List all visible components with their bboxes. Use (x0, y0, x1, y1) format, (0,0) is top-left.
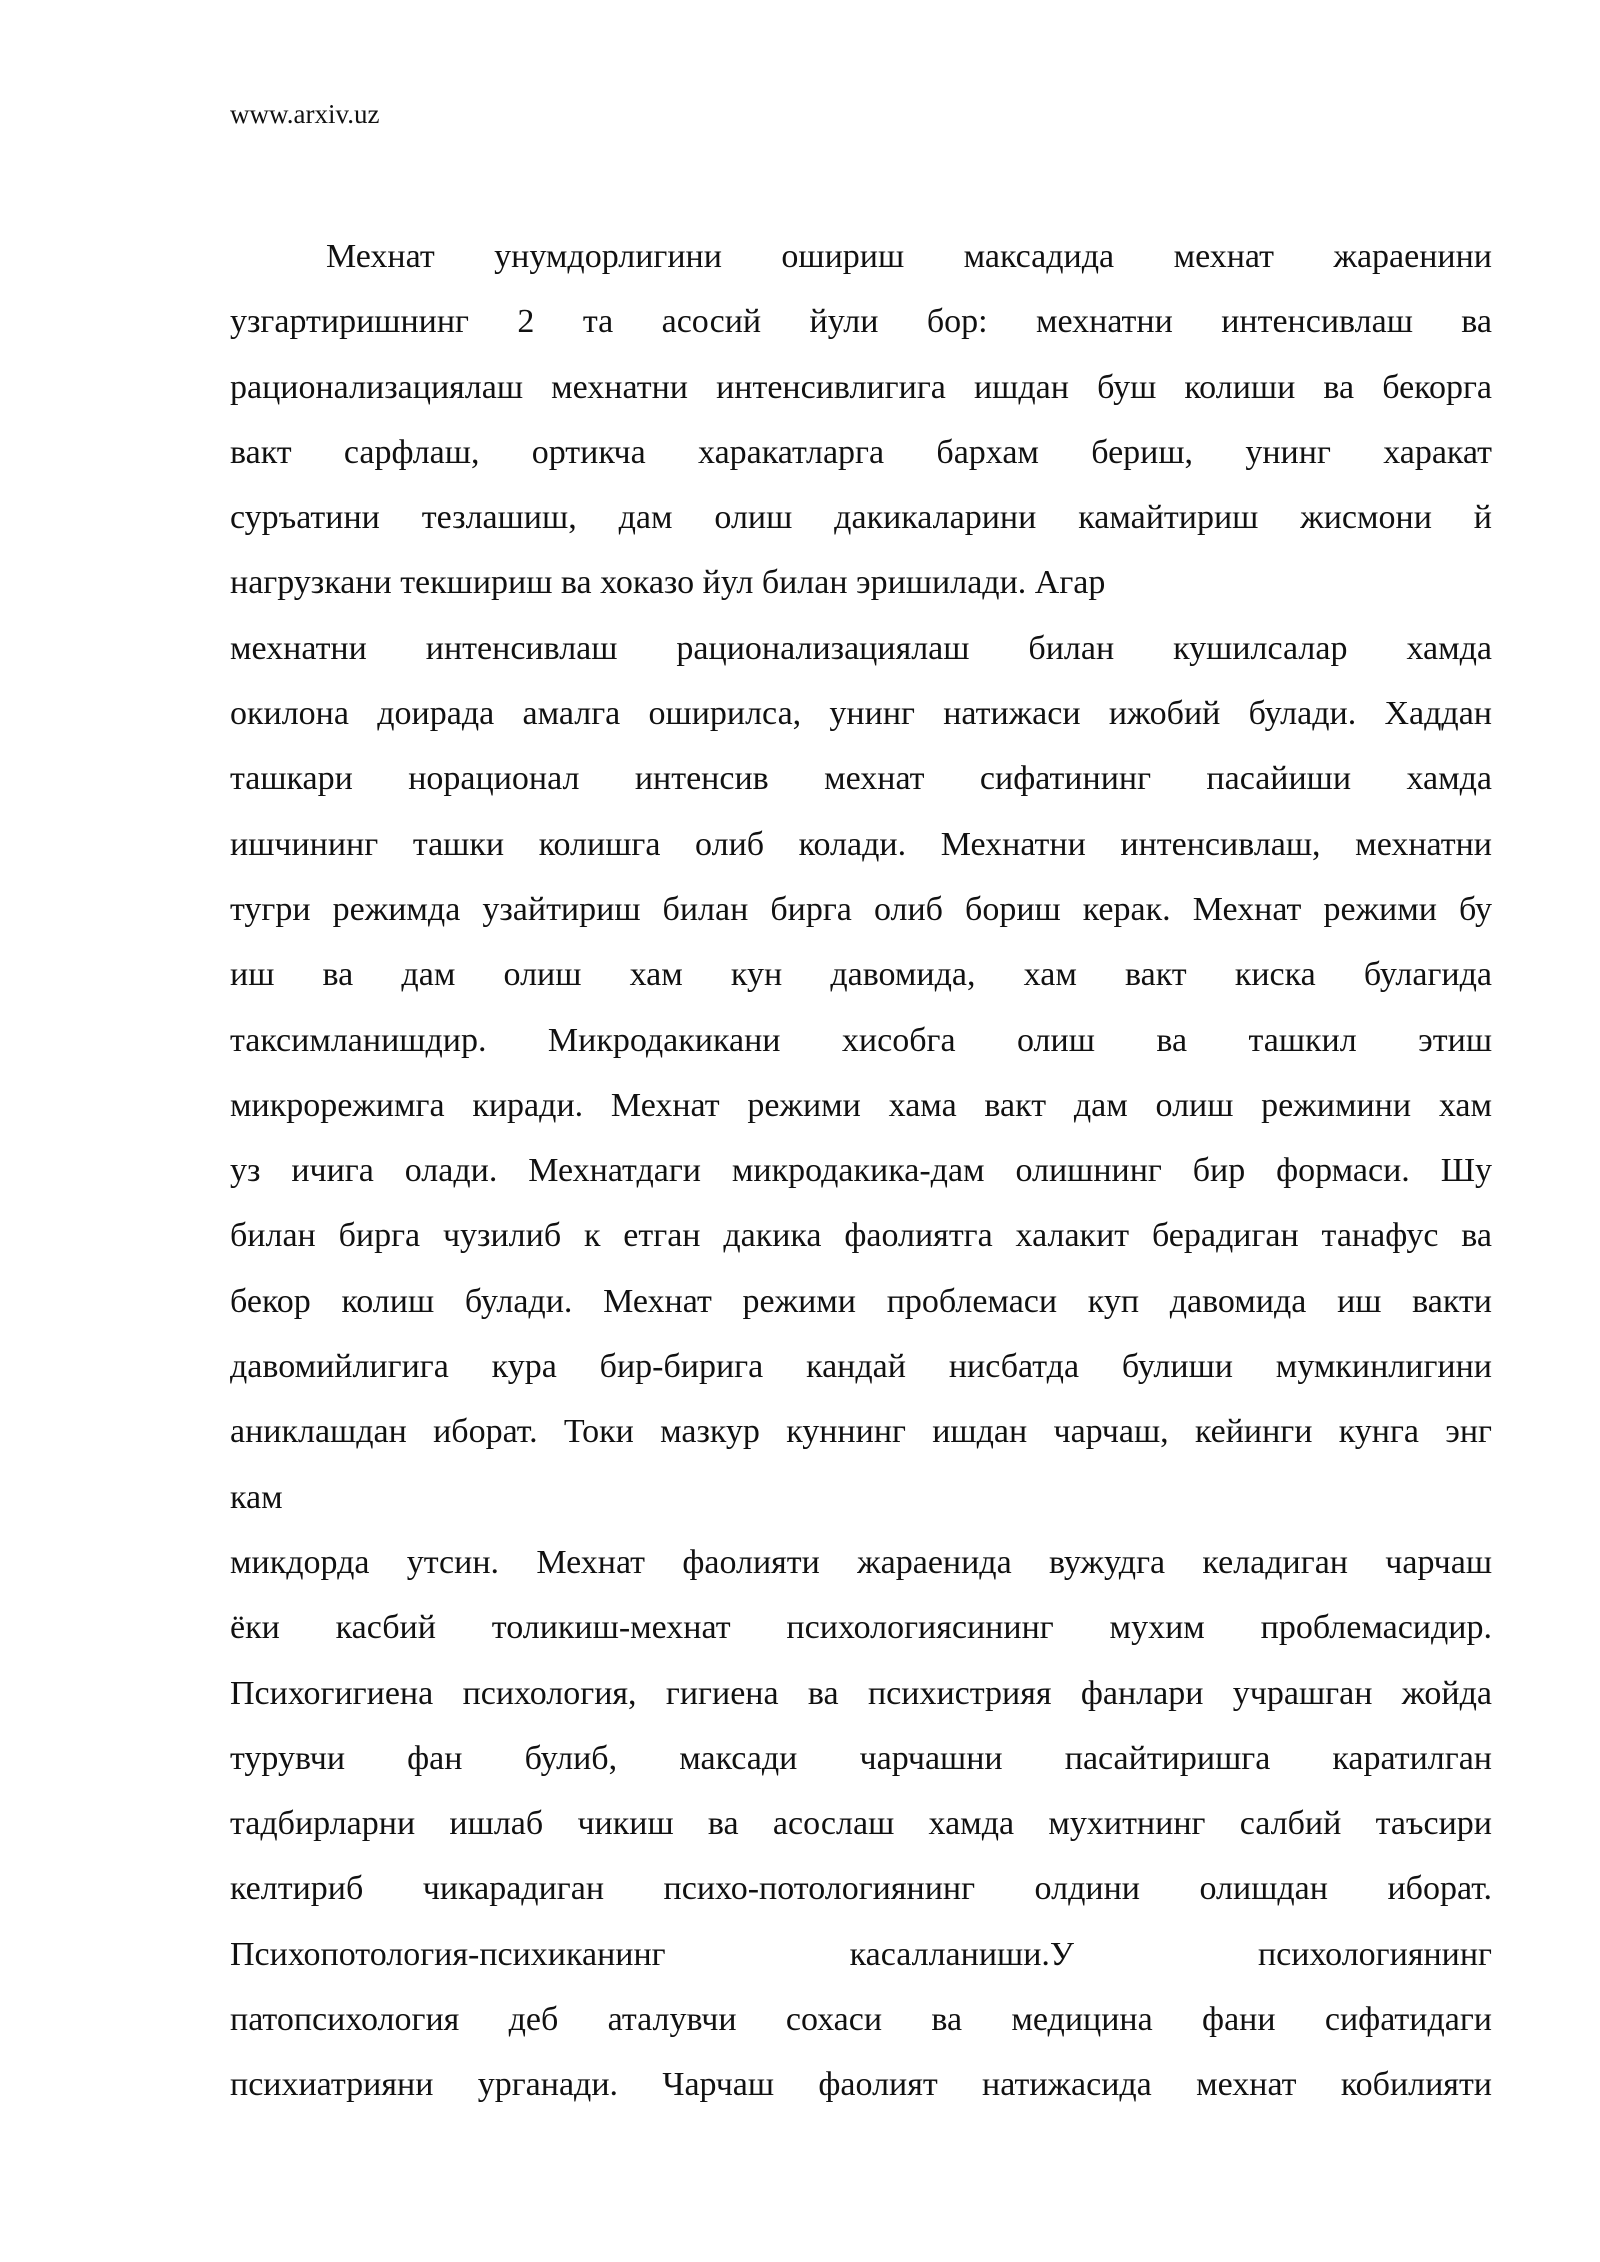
text-line: узгартиришнинг 2 та асосий йули бор: мехнатни интенсивлаш ва (230, 303, 1492, 341)
text-line: билан бирга чузилиб к етган дакика фаолиятга халакит берадиган танафус ва (230, 1217, 1492, 1255)
text-line: рационализациялаш мехнатни интенсивлигига ишдан буш колиши ва бекорга (230, 368, 1492, 406)
text-line: турувчи фан булиб, максади чарчашни пасайтиришга каратилган (230, 1739, 1492, 1777)
text-line: психиатрияни урганади. Чарчаш фаолият натижасида мехнат кобилияти (230, 2066, 1492, 2104)
text-line: вакт сарфлаш, ортикча харакатларга бархам бериш, унинг харакат (230, 433, 1492, 471)
text-line: Психогигиена психология, гигиена ва психистрияя фанлари учрашган жойда (230, 1674, 1492, 1712)
text-line: Психопотология-психиканинг касалланиши.У психологиянинг (230, 1935, 1492, 1973)
text-line: патопсихология деб аталувчи сохаси ва медицина фани сифатидаги (230, 2001, 1492, 2039)
text-line: кам (230, 1478, 283, 1516)
text-line: мехнатни интенсивлаш рационализациялаш билан кушилсалар хамда (230, 629, 1492, 667)
text-line: иш ва дам олиш хам кун давомида, хам вакт киска булагида (230, 956, 1492, 994)
text-line: ишчининг ташки колишга олиб колади. Мехнатни интенсивлаш, мехнатни (230, 825, 1492, 863)
text-line: аниклашдан иборат. Токи мазкур куннинг ишдан чарчаш, кейинги кунга энг (230, 1413, 1492, 1451)
text-line: тадбирларни ишлаб чикиш ва асослаш хамда мухитнинг салбий таъсири (230, 1805, 1492, 1843)
text-line: микдорда утсин. Мехнат фаолияти жараенида вужудга келадиган чарчаш (230, 1543, 1492, 1581)
text-line: суръатини тезлашиш, дам олиш дакикаларини камайтириш жисмони й (230, 499, 1492, 537)
text-line: нагрузкани текшириш ва хоказо йул билан эришилади. Агар (230, 564, 1106, 602)
text-line: тугри режимда узайтириш билан бирга олиб бориш керак. Мехнат режими бу (230, 890, 1492, 928)
text-line: келтириб чикарадиган психо-потологиянинг олдини олишдан иборат. (230, 1870, 1492, 1908)
text-line: давомийлигига кура бир-бирига кандай нисбатда булиши мумкинлигини (230, 1348, 1492, 1386)
document-body (230, 224, 1492, 2118)
site-header: www.arxiv.uz (230, 99, 380, 129)
text-line: ташкари норационал интенсив мехнат сифатининг пасайиши хамда (230, 760, 1492, 798)
text-line: ёки касбий толикиш-мехнат психологиясининг мухим проблемасидир. (230, 1609, 1492, 1647)
text-line: бекор колиш булади. Мехнат режими проблемаси куп давомида иш вакти (230, 1282, 1492, 1320)
text-line: уз ичига олади. Мехнатдаги микродакика-дам олишнинг бир формаси. Шу (230, 1152, 1492, 1190)
text-line: окилона доирада амалга оширилса, унинг натижаси ижобий булади. Хаддан (230, 695, 1492, 733)
text-line: микрорежимга киради. Мехнат режими хама вакт дам олиш режимини хам (230, 1086, 1492, 1124)
text-line: таксимланишдир. Микродакикани хисобга олиш ва ташкил этиш (230, 1021, 1492, 1059)
text-line: Мехнат унумдорлигини ошириш максадида мехнат жараенини (326, 238, 1492, 275)
